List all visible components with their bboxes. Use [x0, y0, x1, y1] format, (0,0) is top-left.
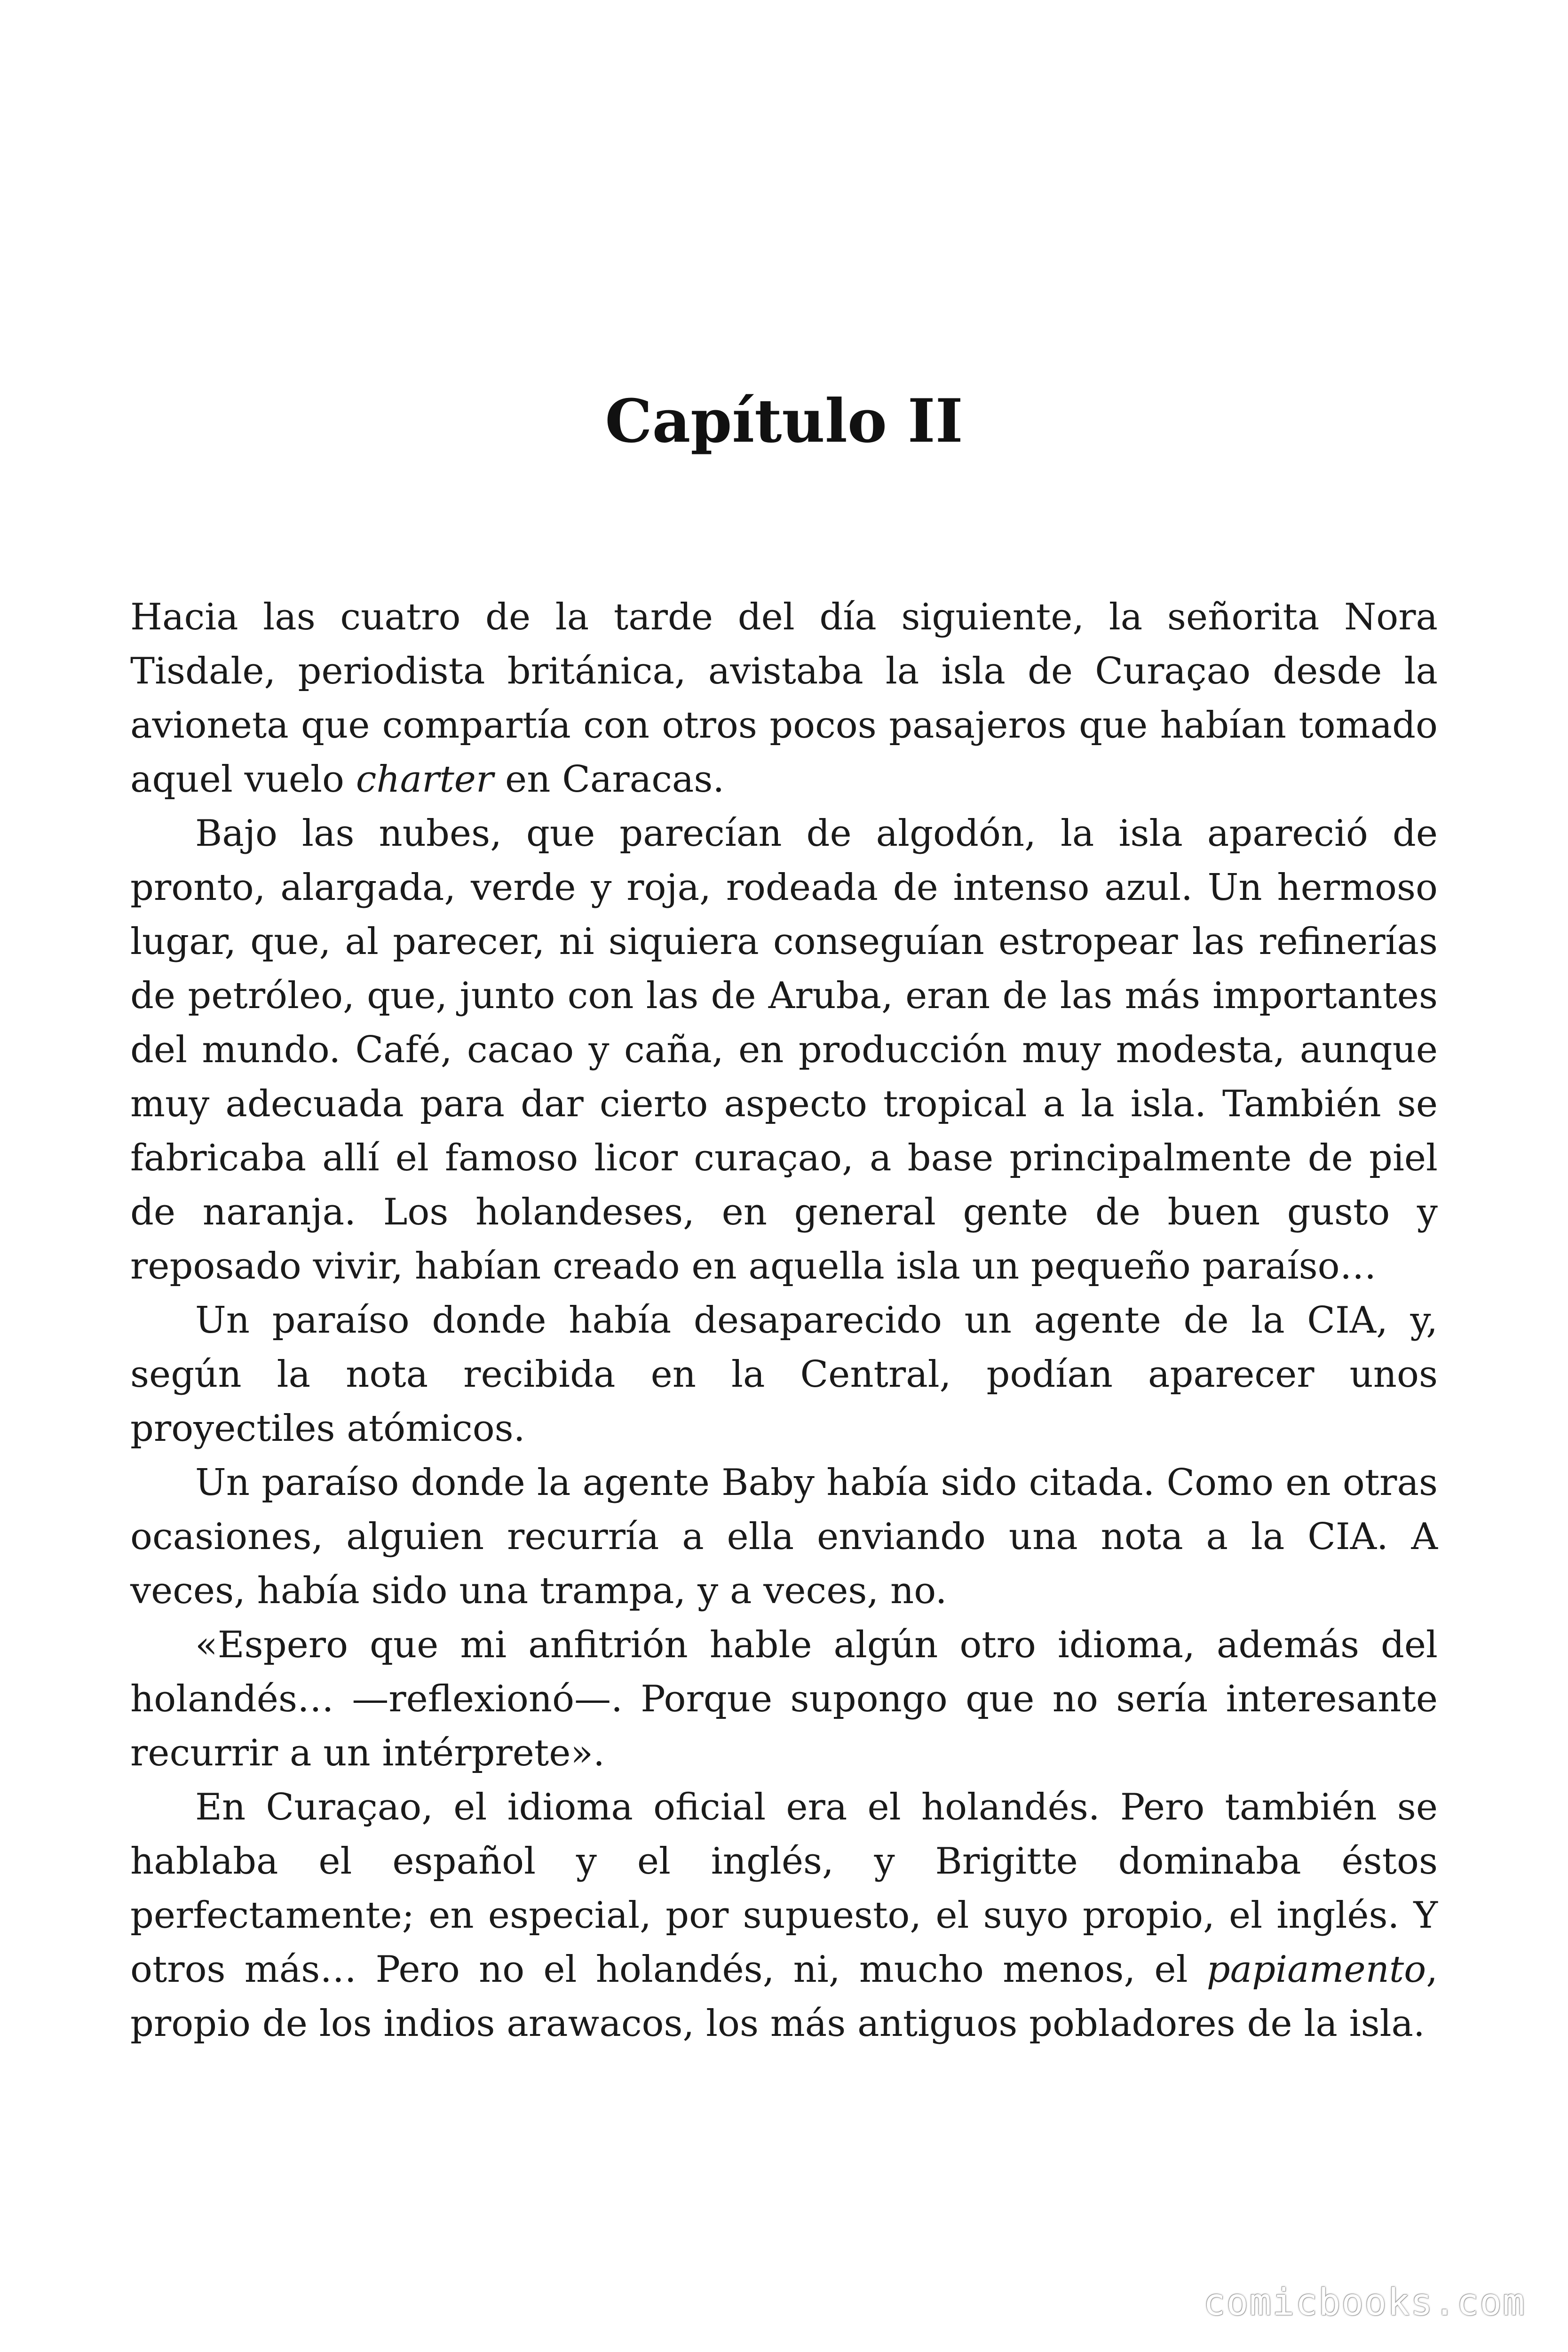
italic-term-papiamento: papiamento	[1206, 1948, 1426, 1991]
chapter-body	[130, 590, 1438, 2051]
text-segment: Hacia las cuatro de la tarde del día siguiente, la señorita Nora Tisdale, periodista británica, avistaba la isla de Curaçao desde la avioneta que compartía con otros pocos pasajeros que habían tomado aquel vuelo	[130, 596, 1438, 801]
paragraph	[130, 590, 1438, 807]
text-segment: Un paraíso donde había desaparecido un agente de la CIA, y, según la nota recibida en la Central, podían aparecer unos proyectiles atómicos.	[130, 1299, 1438, 1450]
text-segment: en Caracas.	[493, 758, 725, 801]
italic-term-charter: charter	[356, 758, 494, 801]
text-segment: , propio de los indios arawacos, los más antiguos pobladores de la isla.	[130, 1948, 1438, 2045]
paragraph	[130, 1780, 1438, 2051]
paragraph	[130, 1294, 1438, 1456]
text-segment: «Espero que mi anfitrión hable algún otro idioma, además del holandés… —reflexionó—. Porque supongo que no sería interesante recurrir a un intérprete».	[130, 1624, 1438, 1774]
paragraph	[130, 807, 1438, 1294]
text-segment: En Curaçao, el idioma oficial era el holandés. Pero también se hablaba el español y el inglés, y Brigitte dominaba éstos perfectamente; en especial, por supuesto, el suyo propio, el inglés. Y otros más… Pero no el holandés, ni, mucho menos, el	[130, 1786, 1438, 1991]
paragraph	[130, 1618, 1438, 1780]
chapter-title: Capítulo II	[605, 386, 963, 456]
text-segment: Bajo las nubes, que parecían de algodón, la isla apareció de pronto, alargada, verde y roja, rodeada de intenso azul. Un hermoso lugar, que, al parecer, ni siquiera conseguían estropear las refinerías de petróleo, que, junto con las de Aruba, eran de las más importantes del mundo. Café, cacao y caña, en producción muy modesta, aunque muy adecuada para dar cierto aspecto tropical a la isla. También se fabricaba allí el famoso licor curaçao, a base principalmente de piel de naranja. Los holandeses, en general gente de buen gusto y reposado vivir, habían creado en aquella isla un pequeño paraíso…	[130, 812, 1438, 1287]
paragraph	[130, 1456, 1438, 1618]
text-segment: Un paraíso donde la agente Baby había sido citada. Como en otras ocasiones, alguien recurría a ella enviando una nota a la CIA. A veces, había sido una trampa, y a veces, no.	[130, 1462, 1438, 1612]
watermark: comicbooks.com	[1203, 2281, 1526, 2324]
